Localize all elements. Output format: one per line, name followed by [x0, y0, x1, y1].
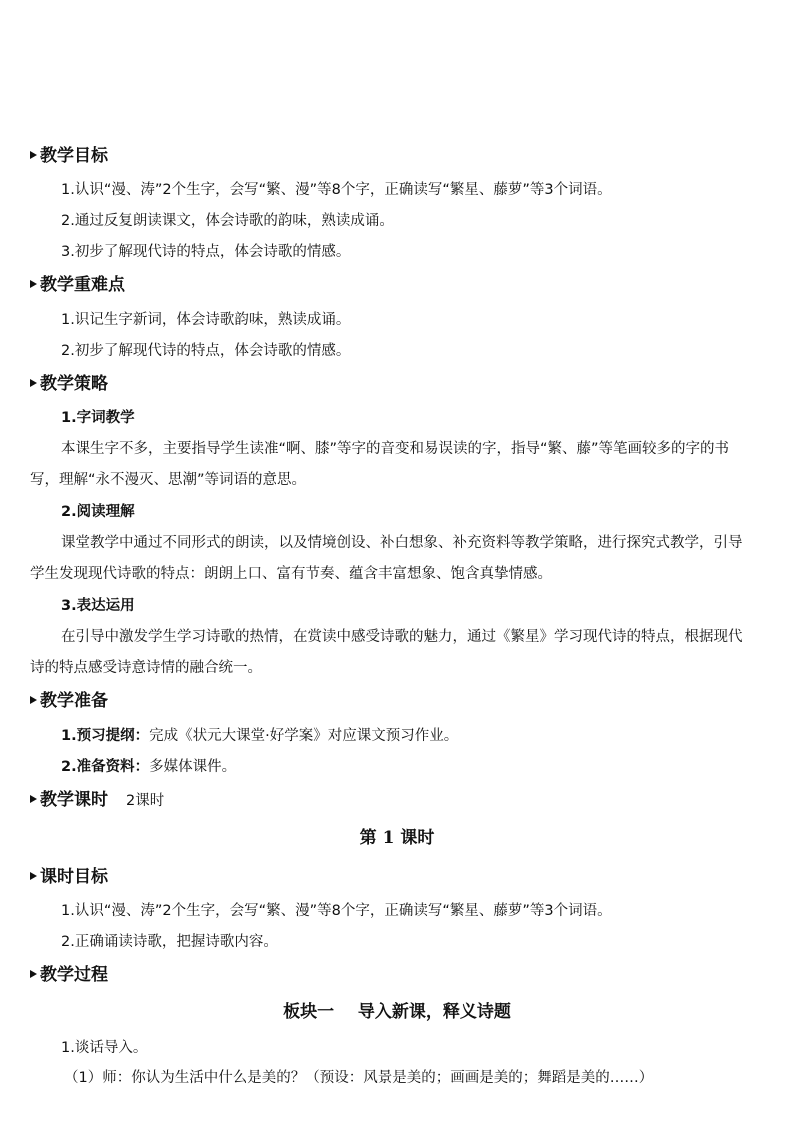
- heading-text: 教学准备: [40, 691, 108, 711]
- strategy-subheading: 2.阅读理解: [61, 504, 135, 520]
- preparation-item: [61, 757, 236, 777]
- heading-text: 教学目标: [40, 146, 108, 166]
- hours-value: 2课时: [126, 793, 165, 809]
- strategy-paragraph: 本课生字不多，主要指导学生读准“啊、膝”等字的音变和易误读的字，指导“繁、藤”等笔画较多的字的书写，理解“永不漫灭、思潮”等词语的意思。: [30, 441, 730, 488]
- triangle-bullet-icon: [30, 151, 37, 159]
- triangle-bullet-icon: [30, 696, 37, 704]
- preparation-item: [61, 726, 458, 746]
- section-heading-process: [30, 965, 108, 985]
- triangle-bullet-icon: [30, 280, 37, 288]
- preparation-value: 多媒体课件。: [149, 759, 237, 775]
- lesson-goal-item: 2.正确诵读诗歌，把握诗歌内容。: [61, 934, 278, 950]
- triangle-bullet-icon: [30, 795, 37, 803]
- process-item: 1.谈话导入。: [61, 1040, 148, 1056]
- heading-text: 教学策略: [40, 374, 108, 394]
- triangle-bullet-icon: [30, 872, 37, 880]
- section-heading-hours: [30, 790, 164, 811]
- preparation-label: 1.预习提纲：: [61, 728, 150, 744]
- section-heading-strategy: [30, 374, 108, 394]
- strategy-paragraph: 课堂教学中通过不同形式的朗读，以及情境创设、补白想象、补充资料等教学策略，进行探究式教学，引导学生发现现代诗歌的特点：朗朗上口、富有节奏、蕴含丰富想象、饱含真挚情感。: [30, 535, 743, 582]
- lesson-goal-item: 1.认识“漫、涛”2个生字，会写“繁、漫”等8个字，正确读写“繁星、藤萝”等3个词语。: [61, 903, 612, 919]
- strategy-subheading: 1.字词教学: [61, 410, 135, 426]
- preparation-label: 2.准备资料：: [61, 759, 150, 775]
- key-point-item: 2.初步了解现代诗的特点，体会诗歌的情感。: [61, 343, 351, 359]
- heading-text: 课时目标: [40, 867, 108, 887]
- section-heading-lesson-goals: [30, 867, 108, 887]
- heading-text: 教学重难点: [40, 275, 125, 295]
- key-point-item: 1.识记生字新词，体会诗歌韵味，熟读成诵。: [61, 312, 351, 328]
- strategy-paragraph: 在引导中激发学生学习诗歌的热情，在赏读中感受诗歌的魅力，通过《繁星》学习现代诗的特点，根据现代诗的特点感受诗意诗情的融合统一。: [30, 629, 743, 676]
- triangle-bullet-icon: [30, 970, 37, 978]
- section-heading-key-points: [30, 275, 125, 295]
- section-heading-goals: [30, 146, 108, 166]
- section-heading-preparation: [30, 691, 108, 711]
- strategy-subheading: 3.表达运用: [61, 598, 135, 614]
- triangle-bullet-icon: [30, 379, 37, 387]
- goal-item: 2.通过反复朗读课文，体会诗歌的韵味，熟读成诵。: [61, 213, 394, 229]
- lesson-title: 第 1 课时: [359, 828, 435, 848]
- process-item: （1）师：你认为生活中什么是美的？（预设：风景是美的；画画是美的；舞蹈是美的……）: [64, 1070, 654, 1086]
- block-title: 板块一 导入新课，释义诗题: [283, 1002, 511, 1022]
- heading-text: 教学过程: [40, 965, 108, 985]
- goal-item: 1.认识“漫、涛”2个生字，会写“繁、漫”等8个字，正确读写“繁星、藤萝”等3个词语。: [61, 182, 612, 198]
- heading-text: 教学课时: [40, 790, 108, 810]
- preparation-value: 完成《状元大课堂·好学案》对应课文预习作业。: [149, 728, 459, 744]
- goal-item: 3.初步了解现代诗的特点，体会诗歌的情感。: [61, 244, 351, 260]
